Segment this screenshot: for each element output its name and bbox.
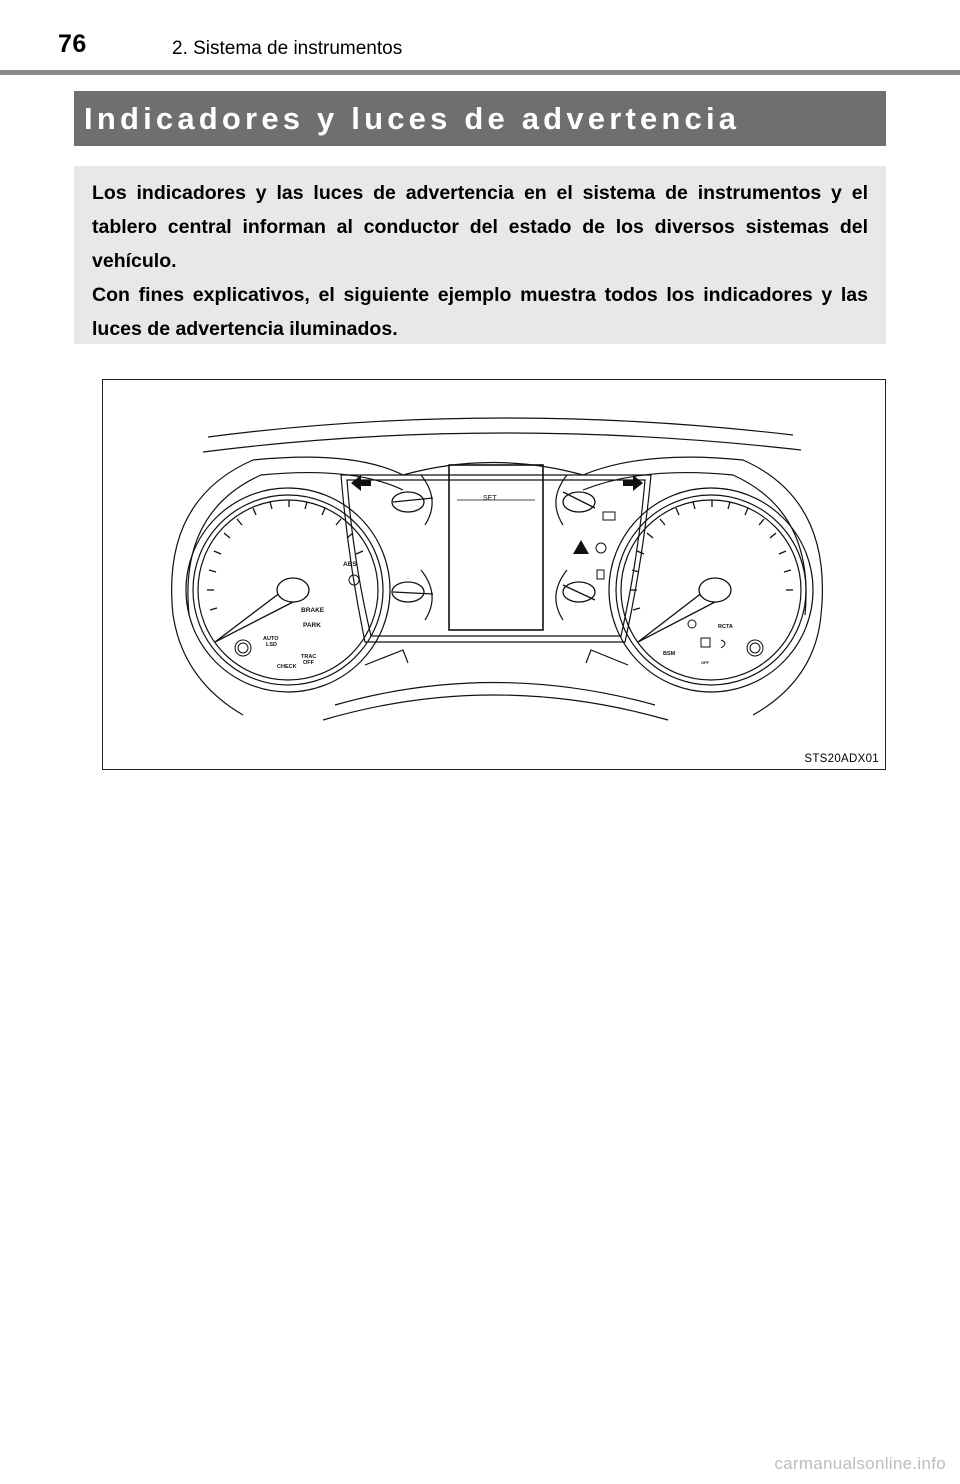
battery-warning-icon <box>603 512 615 520</box>
fuel-icon <box>597 570 604 579</box>
instrument-cluster-drawing <box>103 380 887 771</box>
off-label: OFF <box>701 660 709 665</box>
brake-label: BRAKE <box>301 607 325 614</box>
auto-lsd-label-2: LSD <box>266 642 277 648</box>
instrument-cluster-illustration <box>102 379 886 770</box>
tire-pressure-icon <box>596 543 606 553</box>
park-label: PARK <box>303 622 321 629</box>
page-number: 76 <box>58 30 87 58</box>
section-title: 2. Sistema de instrumentos <box>172 38 403 59</box>
rcta-label: RCTA <box>718 624 733 630</box>
seatbelt-icon <box>701 638 710 647</box>
intro-paragraph-1: Los indicadores y las luces de advertencia en el sistema de instrumentos y el tablero central informan al conductor del estado de los diversos sistemas del vehículo. <box>92 182 868 272</box>
auto-lsd-label: AUTO <box>263 636 279 642</box>
page-title-bar <box>74 91 886 146</box>
cruise-set-label: SET <box>483 495 497 502</box>
abs-label: ABS <box>343 561 357 568</box>
master-warning-icon <box>573 540 589 554</box>
check-engine-label: CHECK <box>277 664 297 670</box>
trac-off-label-2: OFF <box>303 660 314 666</box>
page-title: Indicadores y luces de advertencia <box>84 100 741 136</box>
trac-off-label: TRAC <box>301 654 317 660</box>
intro-paragraph-2: Con fines explicativos, el siguiente ejemplo muestra todos los indicadores y las luces de advertencia iluminados. <box>92 284 868 340</box>
header-rule <box>0 70 960 75</box>
watermark: carmanualsonline.info <box>774 1454 946 1473</box>
fog-light-icon <box>721 640 725 648</box>
left-turn-arrow-icon <box>351 475 371 491</box>
bsm-label: BSM <box>663 651 676 657</box>
figure-code: STS20ADX01 <box>804 753 879 765</box>
headlight-icon <box>688 620 696 628</box>
intro-box <box>74 166 886 344</box>
